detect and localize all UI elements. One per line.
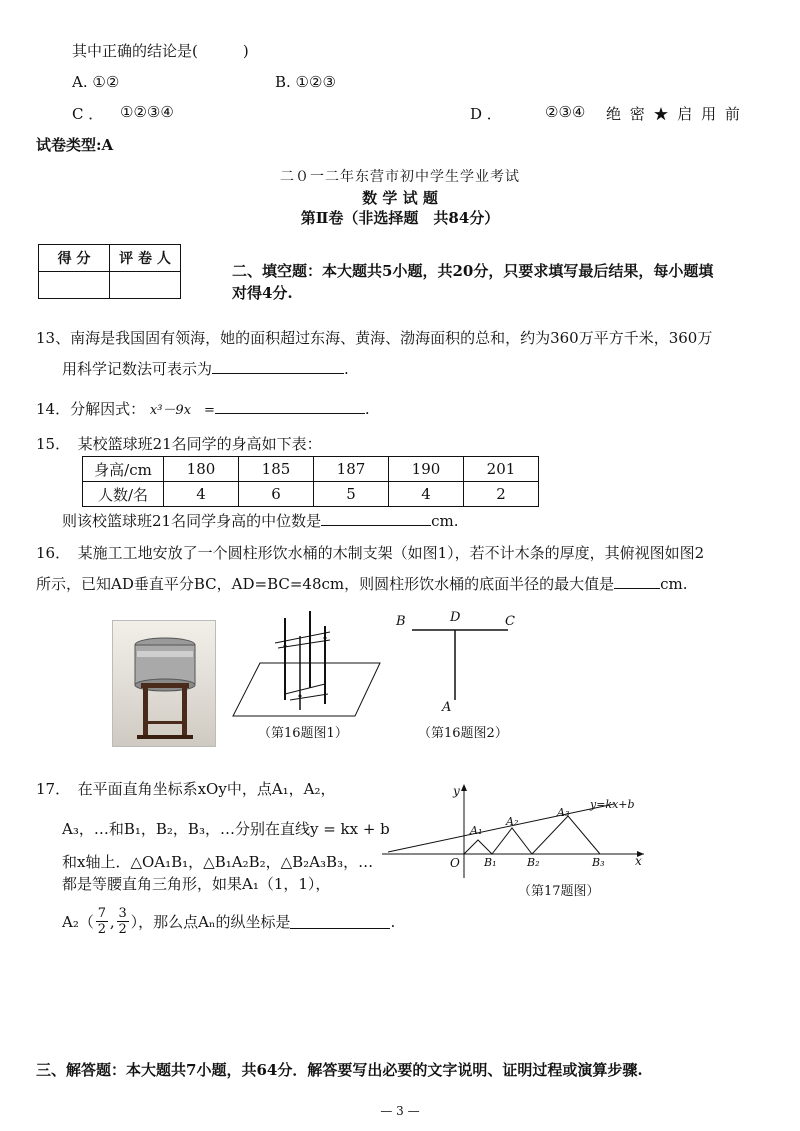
water-barrel-photo	[112, 620, 216, 747]
fig16-label-b: B	[396, 614, 406, 629]
frac-x-num: 7	[97, 906, 106, 921]
coordinate-figure	[382, 780, 652, 880]
height-cell: 187	[314, 457, 389, 482]
fig17-y-label: y	[453, 784, 460, 798]
stand-sketch-figure	[230, 608, 390, 723]
fig17-a3-label: A₃	[557, 806, 570, 819]
q17-line5: A₂（ $\frac{7}{2}$ , $\frac{3}{2}$ ），那么点Aₙ的纵坐标是 .	[62, 906, 396, 937]
option-c-text: ①②③④	[120, 103, 174, 121]
grader-header: 评 卷 人	[110, 245, 181, 272]
q15-text: 则该校篮球班21名同学身高的中位数是	[62, 512, 322, 530]
page-number: — 3 —	[380, 1104, 420, 1118]
subject-title: 数 学 试 题	[362, 189, 438, 207]
exam-title: 二０一二年东营市初中学生学业考试	[280, 169, 520, 185]
height-cell: 180	[164, 457, 239, 482]
paper-type: 试卷类型:A	[36, 136, 114, 154]
q16-answer-blank[interactable]	[614, 574, 660, 589]
fig17-b1-label: B₁	[484, 856, 497, 869]
q16-line2	[36, 573, 688, 594]
q14-end: .	[364, 400, 370, 418]
option-b: B. ①②③	[275, 73, 336, 91]
count-table-header: 人数/名	[83, 482, 164, 507]
q15-answer-blank[interactable]	[321, 511, 431, 526]
height-table	[82, 456, 539, 507]
fig17-a1-label: A₁	[470, 824, 483, 837]
count-cell: 5	[314, 482, 389, 507]
q17-line1: 17． 在平面直角坐标系xOy中，点A₁，A₂，	[36, 780, 336, 798]
q16-unit: cm.	[660, 575, 688, 593]
height-cell: 190	[389, 457, 464, 482]
q14-label: 14．分解因式：	[36, 400, 146, 418]
option-a: A. ①②	[72, 73, 120, 91]
count-cell: 6	[239, 482, 314, 507]
q17-a2-open: A₂（	[62, 913, 94, 931]
q17-answer-blank[interactable]	[290, 914, 390, 929]
q17-line3: 和x轴上．△OA₁B₁，△B₁A₂B₂，△B₂A₃B₃，…	[62, 853, 374, 871]
height-cell: 201	[464, 457, 539, 482]
q14-expression: x³－9x =	[149, 403, 215, 418]
fig17-line-label: y=kx+b	[590, 798, 635, 811]
q13-text: 用科学记数法可表示为	[62, 360, 213, 378]
confidential-mark: 绝 密 ★ 启 用 前	[606, 105, 742, 123]
fig17-b3-label: B₃	[592, 856, 605, 869]
fig16-label-a: A	[442, 700, 452, 715]
q13-line1: 13、南海是我国固有领海，她的面积超过东海、黄海、渤海面积的总和，约为360万平方千米，360万	[36, 329, 713, 347]
q13-answer-blank[interactable]	[212, 359, 344, 374]
fig16-label-c: C	[505, 614, 515, 629]
grader-cell	[110, 272, 181, 299]
q14-line	[36, 398, 370, 419]
fig17-origin-label: O	[450, 856, 460, 870]
conclusion-prompt: 其中正确的结论是( )	[72, 42, 249, 60]
q17-fraction-x	[96, 906, 108, 937]
fig16-1-caption: （第16题图1）	[258, 726, 348, 741]
q16-text: 所示，已知AD垂直平分BC，AD=BC=48cm，则圆柱形饮水桶的底面半径的最大值是	[36, 575, 615, 593]
fig16-2-caption: （第16题图2）	[418, 726, 508, 741]
score-table	[38, 244, 181, 299]
q13-end: .	[344, 360, 349, 378]
frac-y-num: 3	[118, 906, 127, 921]
fig17-caption: （第17题图）	[518, 884, 600, 899]
option-d-letter: D ．	[470, 105, 502, 123]
q17-a2-close: ），那么点Aₙ的纵坐标是	[130, 913, 291, 931]
part2-title-cont: 对得4分.	[232, 284, 293, 302]
frac-x-den: 2	[97, 922, 106, 937]
count-cell: 4	[164, 482, 239, 507]
fig17-a2-label: A₂	[506, 815, 519, 828]
option-d-text: ②③④	[545, 103, 586, 121]
score-cell	[39, 272, 110, 299]
q17-fraction-y	[117, 906, 129, 937]
count-cell: 4	[389, 482, 464, 507]
count-cell: 2	[464, 482, 539, 507]
option-c-letter: C ．	[72, 105, 104, 123]
q14-answer-blank[interactable]	[215, 399, 365, 414]
fig16-label-d: D	[450, 610, 461, 625]
part2-title: 二、填空题：本大题共5小题，共20分，只要求填写最后结果，每小题填	[232, 262, 714, 280]
frac-y-den: 2	[118, 922, 127, 937]
q15-intro: 15． 某校篮球班21名同学的身高如下表：	[36, 435, 322, 453]
q16-line1: 16． 某施工工地安放了一个圆柱形饮水桶的木制支架（如图1），若不计木条的厚度，其俯视图如图2	[36, 544, 705, 562]
part3-title: 三、解答题：本大题共7小题，共64分．解答要写出必要的文字说明、证明过程或演算步骤.	[36, 1061, 643, 1079]
height-cell: 185	[239, 457, 314, 482]
q15-question	[62, 510, 459, 531]
fig17-x-label: x	[635, 854, 642, 868]
height-table-header: 身高/cm	[83, 457, 164, 482]
q17-line2: A₃，…和B₁，B₂，B₃，…分别在直线y = kx + b	[62, 820, 390, 838]
q17-line4: 都是等腰直角三角形，如果A₁（1，1），	[62, 875, 331, 893]
q15-unit: cm.	[431, 512, 459, 530]
score-header: 得 分	[39, 245, 110, 272]
section-title: 第Ⅱ卷（非选择题 共84分）	[300, 209, 500, 227]
q13-line2	[62, 358, 349, 379]
q17-end: .	[390, 912, 396, 931]
fig17-b2-label: B₂	[527, 856, 540, 869]
